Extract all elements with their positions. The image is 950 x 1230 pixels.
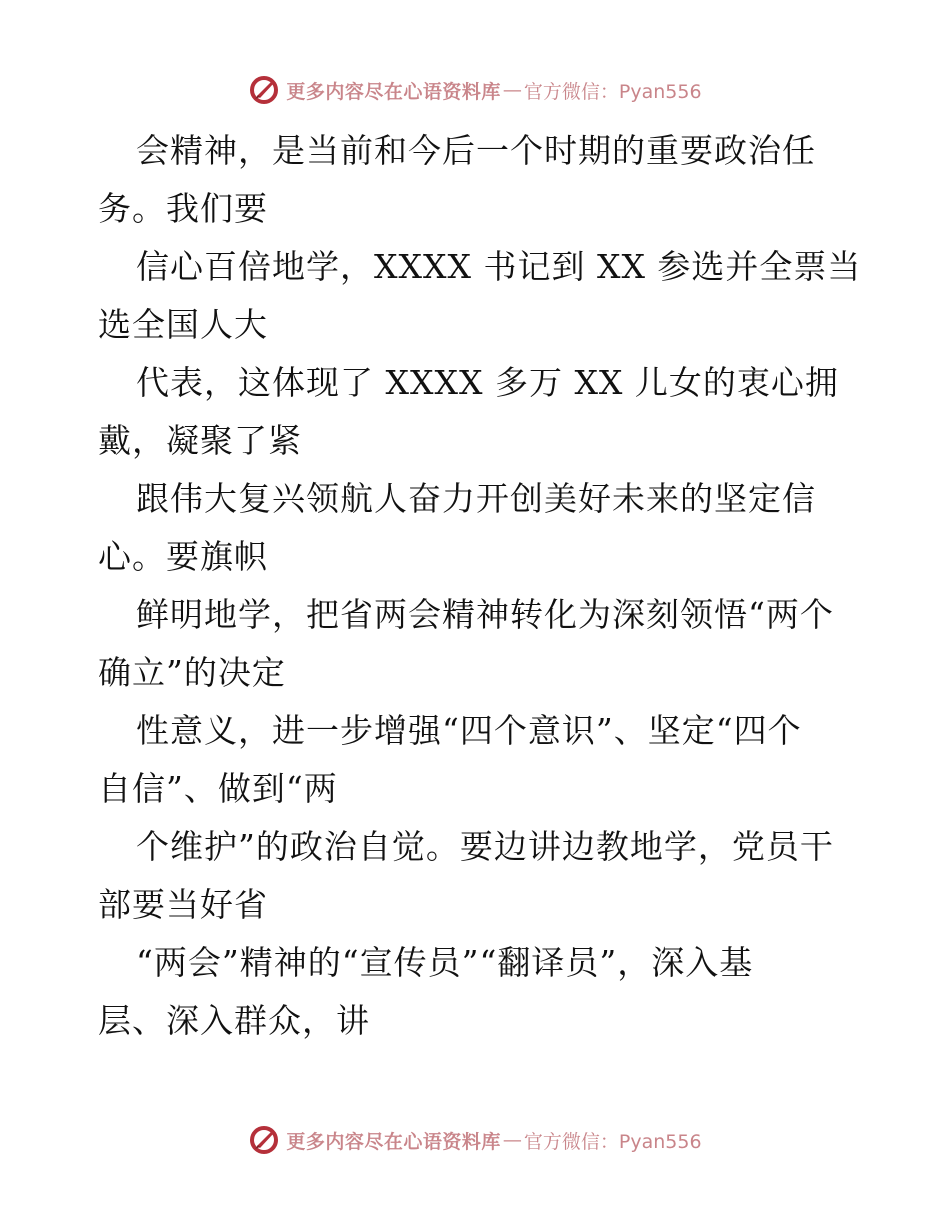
body-line: 性意义，进一步增强“四个意识”、坚定“四个: [136, 711, 802, 750]
footer-banner: [0, 1120, 950, 1160]
quill-logo-icon: [248, 74, 280, 106]
body-line: 层、深入群众，讲: [98, 1001, 370, 1040]
body-line: 鲜明地学，把省两会精神转化为深刻领悟“两个: [136, 595, 834, 634]
body-line: 务。我们要: [98, 189, 268, 228]
document-body: [98, 122, 862, 1050]
body-line: 跟伟大复兴领航人奋力开创美好未来的坚定信: [136, 479, 816, 518]
header-contact: 官方微信：Pyan556: [523, 80, 702, 103]
footer-contact: 官方微信：Pyan556: [523, 1130, 702, 1153]
header-dash: —: [502, 79, 522, 101]
quill-logo-icon: [248, 1124, 280, 1156]
header-label: 更多内容尽在心语资料库: [286, 80, 501, 103]
body-line: 选全国人大: [98, 305, 268, 344]
footer-label: 更多内容尽在心语资料库: [286, 1130, 501, 1153]
body-line: 自信”、做到“两: [98, 769, 338, 808]
header-banner: [0, 70, 950, 110]
body-line: 信心百倍地学，XXXX 书记到 XX 参选并全票当: [136, 247, 862, 286]
body-line: 会精神，是当前和今后一个时期的重要政治任: [136, 131, 816, 170]
body-line: 戴，凝聚了紧: [98, 421, 302, 460]
body-line: 个维护”的政治自觉。要边讲边教地学，党员干: [136, 827, 834, 866]
body-line: “两会”精神的“宣传员”“翻译员”，深入基: [136, 943, 754, 982]
body-line: 代表，这体现了 XXXX 多万 XX 儿女的衷心拥: [136, 363, 839, 402]
body-line: 心。要旗帜: [98, 537, 268, 576]
body-line: 部要当好省: [98, 885, 268, 924]
footer-dash: —: [502, 1129, 522, 1151]
body-line: 确立”的决定: [98, 653, 286, 692]
